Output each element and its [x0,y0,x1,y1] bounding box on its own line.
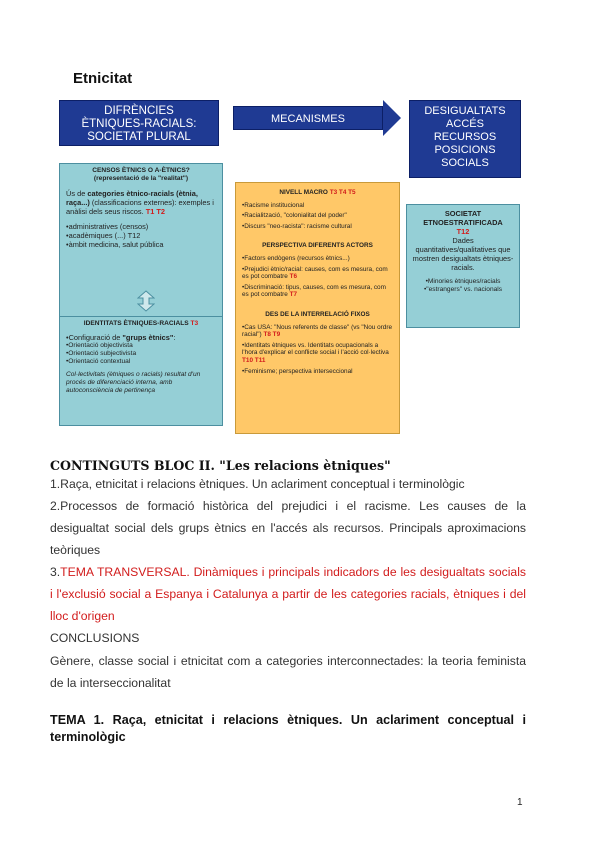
nivell-item: •Racisme institucional [242,201,305,209]
bidirectional-arrow-icon [137,290,155,312]
text: : [173,333,176,342]
box-nivell-macro [235,182,400,434]
tag: T10 T11 [242,356,266,364]
identitats-heading [66,320,216,328]
censos-heading: CENSOS ÈTNICS O A-ÈTNICS? [92,167,190,174]
tag: T1 T2 [145,207,166,216]
arrow-head [383,100,401,136]
box-differencies-line: ÈTNIQUES-RACIALS: [81,118,197,130]
censos-item: •àmbit medicina, salut pública [66,240,164,249]
text: Ús de [66,189,88,198]
nivell-item [242,284,393,299]
nivell-item: •Discurs "neo-racista": racisme cultural [242,222,352,230]
identitats-line [66,333,216,342]
societat-item: •"estrangers" vs. nacionals [423,286,503,293]
censos-item: •administratives (censos) [66,222,149,231]
censos-subheading: (representació de la "realitat") [93,175,189,182]
nivell-item [242,324,393,339]
section-heading: TEMA 1. Raça, etnicitat i relacions ètniques. Un aclariment conceptual i terminològic [50,713,526,744]
nivell-item: •Racialització, "colonialitat del poder" [242,212,347,220]
text: •Configuració de [66,333,123,342]
censos-line [66,189,216,216]
text: 3. [50,565,61,579]
text: NIVELL MACRO [279,189,328,196]
identitats-item: •Orientació contextual [66,358,131,365]
tag: T3 T4 T5 [329,189,356,196]
text: •Cas USA: "Nous referents de classe" (vs "Nou ordre racial") [242,323,393,339]
text-bold: "grups ètnics" [122,333,174,342]
box-differencies-line: SOCIETAT PLURAL [87,131,191,143]
societat-text: Dades quantitatives/qualitatives que mostren desigualtats ètniques-racials. [412,236,514,272]
text: •Identitats ètniques vs. Identitats ocupacionals a l'hora d'explicar el conflicte social i l'acció col·lectiva [242,341,389,357]
nivell-heading [242,189,393,197]
text: IDENTITATS ÈTNIQUES-RACIALS [83,320,189,327]
box-differencies-line: DIFRÈNCIES [104,105,174,117]
censos-item: •acadèmiques (...) T12 [66,231,141,240]
text-bold: categories ètnico-racials (ètnia, raça...) [66,189,198,207]
nivell-item [242,266,393,281]
societat-heading: SOCIETAT ETNOESTRATIFICADA [423,209,503,227]
nivell-item: •Factors endògens (recursos ètnics...) [242,254,350,262]
arrow-mecanismes: MECANISMES [233,106,383,130]
nivell-item: •Feminisme; perspectiva interseccional [242,367,353,375]
nivell-item [242,342,393,365]
box-desigualtats-line: SOCIALS [441,157,489,169]
box-desigualtats [409,100,521,178]
contents-paragraph [50,561,526,627]
text: (classificacions externes): exemples i anàlisi dels seus riscos. [66,198,214,216]
identitats-note: Col·lectivitats (ètniques o racials) resultat d'un procés de diferenciació interna, amb autoconsciència de pertinença [66,371,201,394]
text-red: TEMA TRANSVERSAL. Dinàmiques i principals indicadors de les desigualtats socials i l'exclusió social a Espanya i Catalunya a partir de les categories racials, ètniques i del lloc d'origen [50,565,526,623]
page-number: 1 [517,797,523,808]
contents-title: CONTINGUTS BLOC II. "Les relacions ètniques" [50,458,391,473]
societat-item: •Minories ètniques/racials [425,278,501,285]
box-desigualtats-line: ACCÉS [446,118,484,130]
tag: T6 [289,273,298,281]
nivell-heading2: PERSPECTIVA DIFERENTS ACTORS [262,242,373,250]
text: •Prejudici ètnic/racial: causes, com es mesura, com es pot combatre [242,265,388,281]
box-differencies [59,100,219,146]
box-societat [406,204,520,328]
box-desigualtats-line: RECURSOS [433,131,497,143]
nivell-heading3: DES DE LA INTERRELACIÓ FIXOS [265,310,370,318]
tag: T7 [289,291,298,299]
box-desigualtats-line: DESIGUALTATS [424,105,506,117]
identitats-item: •Orientació objectivista [66,342,133,349]
page-title: Etnicitat [73,70,133,87]
text: •Discriminació: tipus, causes, com es mesura, com es pot combatre [242,283,386,299]
tag: T3 [190,320,199,327]
box-identitats [59,316,223,426]
tag: T8 T9 [263,331,281,339]
identitats-item: •Orientació subjectivista [66,350,137,357]
box-desigualtats-line: POSICIONS [434,144,496,156]
contents-heading: CONCLUSIONS [50,631,140,645]
contents-paragraph: 2.Processos de formació històrica del prejudici i el racisme. Les causes de la desigualtat social dels grups ètnics en l'accés als recursos. Principals aproximacions teòriques [50,499,526,557]
societat-tag: T12 [456,227,470,236]
contents-paragraph: Gènere, classe social i etnicitat com a categories interconnectades: la teoria feminista de la interseccionalitat [50,654,526,690]
concept-diagram [55,100,530,440]
contents-paragraph: 1.Raça, etnicitat i relacions ètniques. Un aclariment conceptual i terminològic [50,477,465,491]
